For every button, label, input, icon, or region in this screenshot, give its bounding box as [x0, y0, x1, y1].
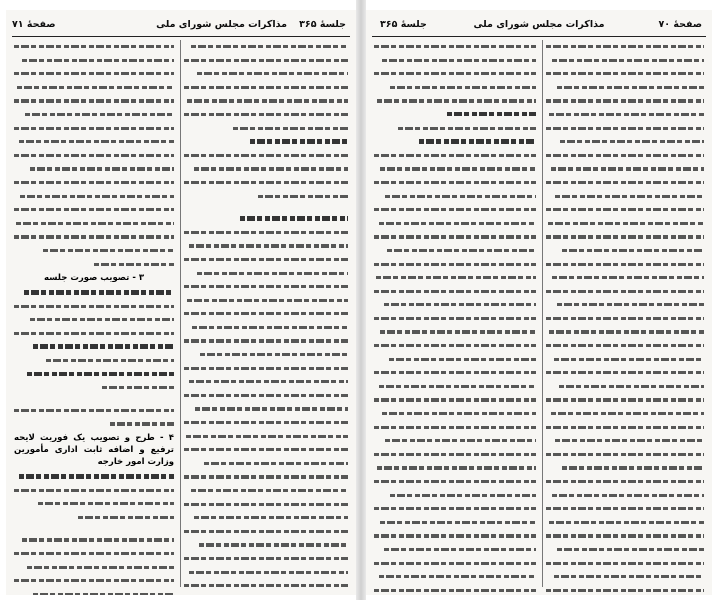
right-page-number: صفحهٔ ۷۰	[658, 19, 702, 30]
left-page	[6, 10, 356, 595]
left-page-running-title: مذاکرات مجلس شورای ملی	[156, 19, 288, 30]
right-page-column-divider	[542, 40, 543, 587]
right-page	[366, 10, 712, 595]
left-page-number: صفحهٔ ۷۱	[12, 19, 56, 30]
approval-of-minutes-heading: ۳ - تصویب صورت جلسه	[43, 273, 145, 284]
book-gutter	[356, 0, 366, 600]
bill-urgency-heading: ۴ - طرح و تصویب یک فوریت لایحه ترفیع و اضافه ثابت اداری مأمورین وزارت امور خارجه	[14, 433, 174, 468]
left-page-column-right	[184, 40, 348, 587]
right-header-rule	[372, 36, 706, 37]
left-page-column-left	[14, 40, 174, 587]
right-page-running-title: مذاکرات مجلس شورای ملی	[473, 19, 605, 30]
right-page-header	[372, 16, 706, 34]
right-page-session: جلسهٔ ۳۶۵	[380, 19, 427, 30]
left-page-header	[12, 16, 350, 34]
left-page-column-divider	[180, 40, 181, 587]
right-page-column-right	[546, 40, 704, 587]
left-header-rule	[12, 36, 350, 37]
right-page-column-left	[374, 40, 536, 587]
left-page-session: جلسهٔ ۳۶۵	[299, 19, 346, 30]
